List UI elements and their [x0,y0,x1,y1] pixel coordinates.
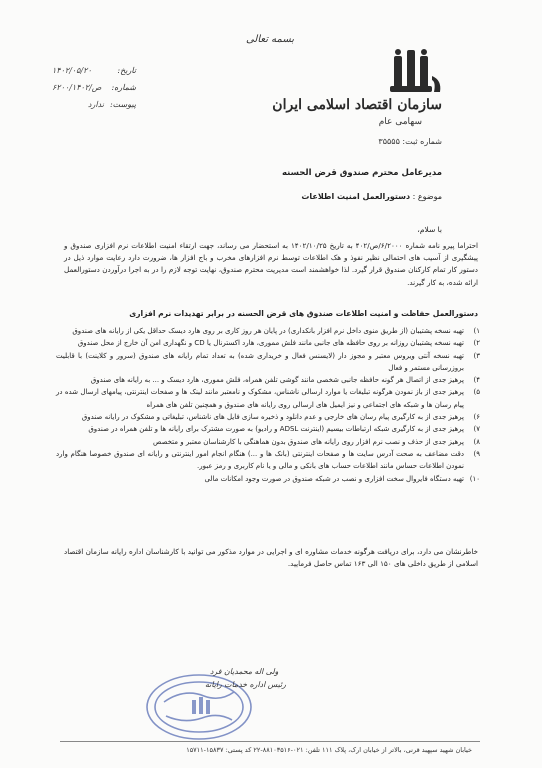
item-text: پرهیز جدی از حذف و نصب نرم افزار روی رایانه های صندوق بدون هماهنگی با کارشناسان معتبر و متخصص [153,437,464,446]
item-text: پرهیز جدی از به کارگیری پیام رسان های خارجی و عدم دانلود و ذخیره سازی فایل های ناشناس، تبلیغاتی و مشکوک در رایانه صندوق [81,413,464,422]
date-value: ۱۴۰۲/۰۵/۲۰ [52,66,92,75]
number-label: شماره: [111,83,136,92]
item-number: ۴) [473,376,480,385]
list-item [56,337,480,349]
list-item [56,350,480,375]
subject-value: دستورالعمل امنیت اطلاعات [301,192,411,201]
list-item [56,423,480,435]
item-number: ۷) [473,425,480,434]
closing-paragraph: خاطرنشان می دارد، برای دریافت هرگونه خدمات مشاوره ای و اجرایی در موارد مذکور می توانید با کارشناسان اداره رایانه سازمان اقتصاد اسلامی از طریق داخلی های ۱۵۰ الی ۱۶۳ تماس حاصل فرمایید. [64,547,478,569]
item-text: پرهیز جدی از اتصال هر گونه حافظه جانبی شخصی مانند گوشی تلفن همراه، فلش مموری، هارد دیسک و ... به رایانه های صندوق [90,376,464,385]
signatory-title: رئیس اداره خدمات رایانه [205,680,286,689]
attachment-label: پیوست: [109,100,136,109]
item-number: ۹) [473,449,480,458]
item-text: دقت مضاعف به صحت آدرس سایت ها و صفحات اینترنتی (بانک ها و ...) هنگام انجام امور اینترنتی و رایانه ای صندوق خصوصا هنگام وارد نمودن اطلاعات حساس مانند اطلاعات حساب های بانکی و مالی و یا نام کاربری و رمز عبور. [56,449,464,471]
item-text: تهیه نسخه پشتیبان روزانه بر روی حافظه های جانبی مانند فلش مموری، هارد اکسترنال یا CD و نگهداری امن آن خارج از محل صندوق [77,339,464,348]
item-number: ۸) [473,437,480,446]
date-label: تاریخ: [117,66,136,75]
recipient: مدیرعامل محترم صندوق قرض الحسنه [282,168,442,178]
item-number: ۲) [473,339,480,348]
intro-paragraph: احتراما پیرو نامه شماره ۶/۲۰۰۰/ص/۴۰۲ به تاریخ ۱۴۰۲/۱۰/۲۵ به استحضار می رساند، جهت ارتقاء امنیت اطلاعات نرم افزاری صندوق و پیشگیری از آسیب های احتمالی نظیر نفوذ و هک اطلاعات توسط نرم افزارهای مخرب و باج افزار ها، ضرورت دارد رعایت موارد ذیل در دستور کار تمام کارکنان صندوق قرار گیرد. لذا خواهشمند است مدیریت محترم صندوق، نهایت توجه لازم را در به اجرا درآوردن دستورالعمل ارائه شده، به کار گیرند. [64,241,479,287]
item-number: ۱۰) [469,474,480,483]
letter-meta [52,62,136,113]
registration-number: شماره ثبت: ۳۵۵۵۵ [378,137,442,146]
greeting: با سلام، [417,225,442,234]
list-item [56,436,480,448]
number-row [52,79,136,96]
item-number: ۵) [473,388,480,397]
organization-name: سازمان اقتصاد اسلامی ایران [272,97,442,113]
date-row [52,62,136,79]
list-item [56,448,480,473]
list-item [56,374,480,386]
attachment-row [52,96,136,113]
signatory-name: ولی اله محمدیان فرد [210,667,279,676]
subject-label: موضوع : [412,192,442,201]
item-number: ۶) [473,413,480,422]
attachment-value: ندارد [87,100,104,109]
organization-logo-icon [380,46,450,98]
item-number: ۳) [473,351,480,360]
subject-line [301,192,442,201]
list-item [56,325,480,337]
list-item [56,473,480,485]
item-text: تهیه نسخه آنتی ویروس معتبر و مجوز دار (لایسنس فعال و خریداری شده) به تعداد تمام رایانه های صندوق (سرور و کلاینت) با قابلیت بروزرسانی مستمر و فعال [56,351,464,372]
item-text: پرهیز جدی از باز نمودن هرگونه تبلیغات یا موارد ارسالی ناشناس، مشکوک و نامعتبر مانند لینک ها و صفحات اینترنتی، پیامهای ارسال شده در پیام رسان ها و شبکه های اجتماعی و نیز ایمیل های ارسالی روی رایانه های صندوق و همچنین تلفن های همراه [56,388,464,409]
list-item [56,411,480,423]
item-text: پرهیز جدی از به کارگیری شبکه ارتباطات بیسیم (اینترنت ADSL و رادیو) به صورت مشترک برای رایانه ها و تلفن همراه در صندوق [88,425,464,434]
organization-type: سهامی عام [378,117,422,127]
instructions-title: دستورالعمل حفاظت و امنیت اطلاعات صندوق های قرض الحسنه در برابر تهدیدات نرم افزاری [129,309,478,318]
footer-divider [60,741,480,742]
number-value: ۶۲۰۰/ص/۱۴۰۲ [52,83,102,92]
footer-address: خیابان شهید سپهبد قرنی، بالاتر از خیابان ارک، پلاک ۱۱۱ تلفن: ۰۲۱-۸۸۱۰۳۵۱۶-۲۲ کد پستی: ۱۵۸۳۷-۱۵۷۱۱ [186,746,472,754]
instructions-list [56,325,480,485]
item-number: ۱) [473,327,480,335]
list-item [56,386,480,411]
item-text: تهیه دستگاه فایروال سخت افزاری و نصب در شبکه صندوق در صورت وجود امکانات مالی [204,474,464,483]
item-text: تهیه نسخه پشتیبان (از طریق منوی داخل نرم افزار بانکداری) در پایان هر روز کاری بر روی هارد دیسک حداقل یکی از رایانه های صندوق [72,327,464,335]
bismillah-heading: بسمه تعالی [245,34,295,45]
